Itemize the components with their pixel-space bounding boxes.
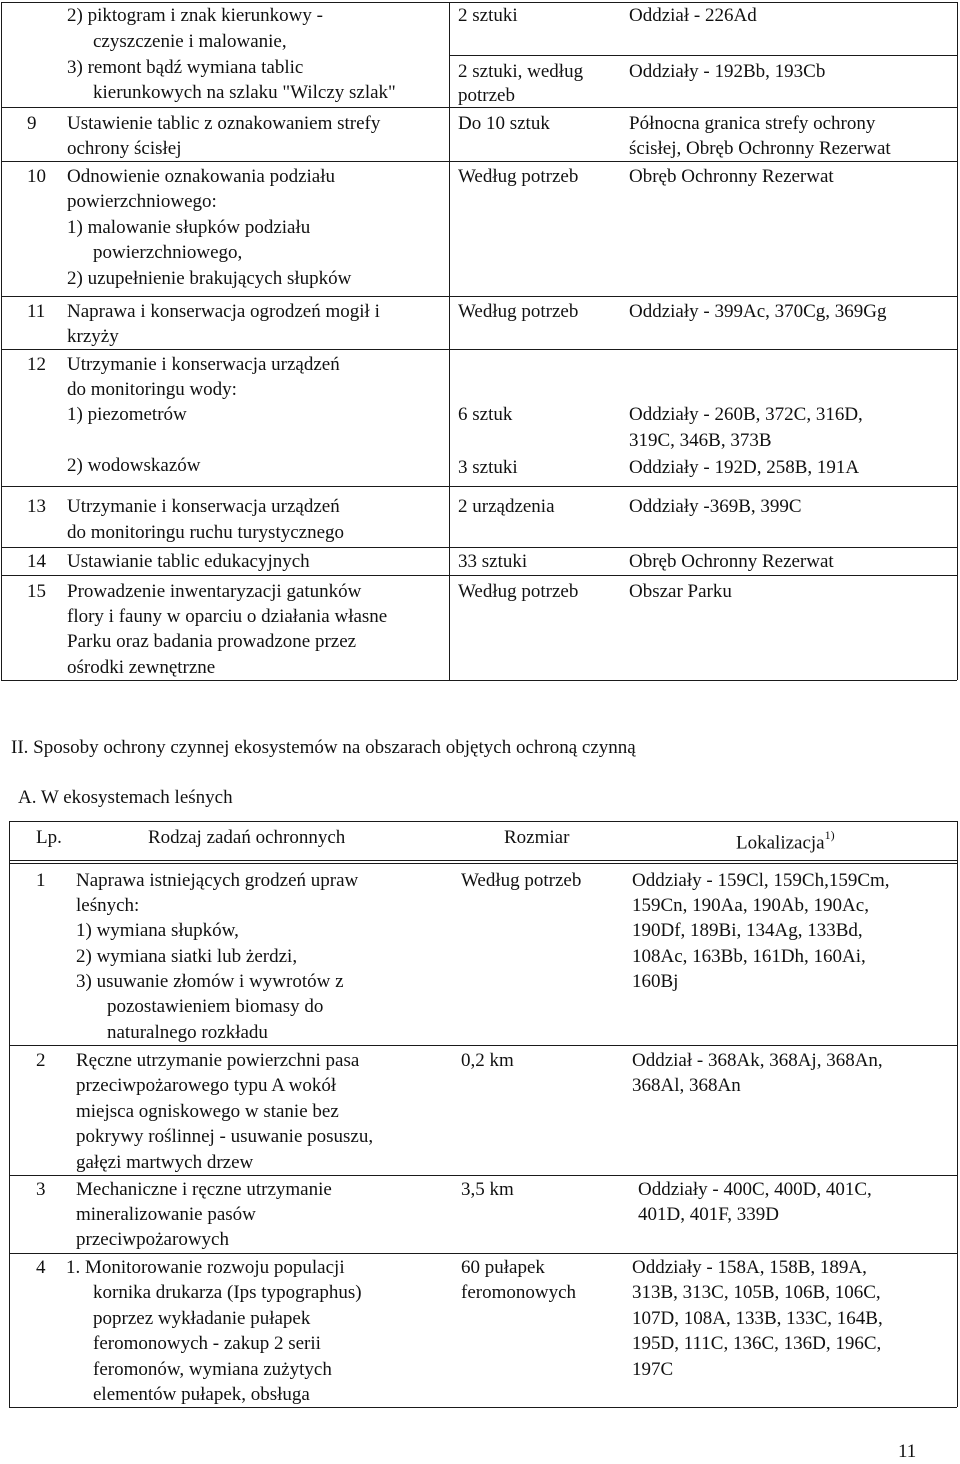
table-cell: 3) usuwanie złomów i wywrotów z	[76, 971, 344, 992]
table-cell: 1. Monitorowanie rozwoju populacji	[66, 1257, 345, 1278]
table-cell: Mechaniczne i ręczne utrzymanie	[76, 1179, 332, 1200]
table-cell: leśnych:	[76, 895, 140, 916]
table-cell: Prowadzenie inwentaryzacji gatunków	[67, 581, 362, 602]
table-cell: miejsca ogniskowego w stanie bez	[76, 1101, 339, 1122]
divider	[957, 2, 958, 680]
table-cell: Oddziały -369B, 399C	[629, 496, 802, 517]
table-cell: 2) wodowskazów	[67, 455, 201, 476]
table-cell: elementów pułapek, obsługa	[93, 1384, 310, 1405]
table-cell: 108Ac, 163Bb, 161Dh, 160Ai,	[632, 946, 866, 967]
table-cell: 3,5 km	[461, 1179, 514, 1200]
table-cell: 401D, 401F, 339D	[638, 1204, 779, 1225]
table-cell: Według potrzeb	[458, 581, 579, 602]
row-number: 4	[36, 1257, 46, 1278]
table-cell: 368Al, 368An	[632, 1075, 741, 1096]
table-cell: pokrywy roślinnej - usuwanie posuszu,	[76, 1126, 374, 1147]
table-cell: feromonowych - zakup 2 serii	[93, 1333, 321, 1354]
table-cell: krzyży	[67, 326, 119, 347]
table-cell: 1) malowanie słupków podziału	[67, 217, 311, 238]
divider	[1, 296, 957, 297]
table-cell: 319C, 346B, 373B	[629, 430, 772, 451]
table-cell: Oddziały - 192D, 258B, 191A	[629, 457, 860, 478]
divider	[9, 821, 957, 822]
row-number: 3	[36, 1179, 46, 1200]
page-number: 11	[898, 1441, 917, 1462]
row-number: 14	[27, 551, 46, 572]
table-cell: 3 sztuki	[458, 457, 518, 478]
table-cell: 2 sztuki	[458, 5, 518, 26]
table-cell: Oddziały - 260B, 372C, 316D,	[629, 404, 863, 425]
divider	[449, 2, 450, 680]
section-heading: II. Sposoby ochrony czynnej ekosystemów na obszarach objętych ochroną czynną	[11, 737, 636, 758]
divider	[1, 349, 957, 350]
column-header-location-label: Lokalizacja	[736, 832, 825, 854]
table-cell: Obręb Ochronny Rezerwat	[629, 166, 834, 187]
table-cell: Oddziały - 159Cl, 159Ch,159Cm,	[632, 870, 890, 891]
table-cell: Według potrzeb	[458, 301, 579, 322]
table-cell: kierunkowych na szlaku "Wilczy szlak"	[93, 82, 396, 103]
table-cell: 0,2 km	[461, 1050, 514, 1071]
table-cell: Oddziały - 400C, 400D, 401C,	[638, 1179, 872, 1200]
table-cell: przeciwpożarowych	[76, 1229, 229, 1250]
table-cell: Utrzymanie i konserwacja urządzeń	[67, 496, 340, 517]
table-cell: Naprawa i konserwacja ogrodzeń mogił i	[67, 301, 380, 322]
table-cell: 6 sztuk	[458, 404, 513, 425]
divider	[9, 1045, 957, 1046]
table-cell: Według potrzeb	[461, 870, 582, 891]
table-cell: 2) piktogram i znak kierunkowy -	[67, 5, 323, 26]
table-cell: Obszar Parku	[629, 581, 732, 602]
table-cell: 160Bj	[632, 971, 679, 992]
column-header-location	[736, 825, 835, 855]
table-cell: 197C	[632, 1359, 674, 1380]
table-cell: poprzez wykładanie pułapek	[93, 1308, 311, 1329]
table-cell: powierzchniowego,	[93, 242, 243, 263]
table-cell: 190Df, 189Bi, 134Ag, 133Bd,	[632, 920, 863, 941]
column-header-lp: Lp.	[36, 827, 62, 848]
row-number: 15	[27, 581, 46, 602]
table-cell: 313B, 313C, 105B, 106B, 106C,	[632, 1282, 881, 1303]
table-cell: mineralizowanie pasów	[76, 1204, 256, 1225]
table-cell: 159Cn, 190Aa, 190Ab, 190Ac,	[632, 895, 869, 916]
table-cell: powierzchniowego:	[67, 191, 217, 212]
table-cell: 33 sztuki	[458, 551, 528, 572]
table-cell: ochrony ścisłej	[67, 138, 182, 159]
table-cell: potrzeb	[458, 85, 515, 106]
table-cell: 2) uzupełnienie brakujących słupków	[67, 268, 352, 289]
table-cell: Odnowienie oznakowania podziału	[67, 166, 336, 187]
table-cell: Według potrzeb	[458, 166, 579, 187]
divider	[9, 863, 957, 864]
subsection-heading: A. W ekosystemach leśnych	[18, 787, 233, 808]
divider	[1, 680, 957, 681]
column-header-size: Rozmiar	[504, 827, 570, 848]
table-cell: 195D, 111C, 136C, 136D, 196C,	[632, 1333, 882, 1354]
table-cell: 1) piezometrów	[67, 404, 187, 425]
table-cell: Oddział - 368Ak, 368Aj, 368An,	[632, 1050, 883, 1071]
table-cell: pozostawieniem biomasy do	[107, 996, 324, 1017]
row-number: 13	[27, 496, 46, 517]
table-cell: Parku oraz badania prowadzone przez	[67, 631, 357, 652]
table-cell: ośrodki zewnętrzne	[67, 657, 216, 678]
table-cell: przeciwpożarowego typu A wokół	[76, 1075, 337, 1096]
table-cell: 2 sztuki, według	[458, 61, 584, 82]
divider	[1, 486, 957, 487]
table-cell: Obręb Ochronny Rezerwat	[629, 551, 834, 572]
table-cell: flory i fauny w oparciu o działania własne	[67, 606, 388, 627]
table-cell: feromonowych	[461, 1282, 577, 1303]
table-cell: 60 pułapek	[461, 1257, 545, 1278]
table-cell: 107D, 108A, 133B, 133C, 164B,	[632, 1308, 883, 1329]
divider	[1, 2, 2, 680]
table-cell: Oddział - 226Ad	[629, 5, 757, 26]
divider	[9, 860, 957, 861]
divider	[1, 575, 957, 576]
row-number: 2	[36, 1050, 46, 1071]
table-cell: kornika drukarza (Ips typographus)	[93, 1282, 362, 1303]
divider	[449, 55, 957, 56]
table-cell: Utrzymanie i konserwacja urządzeń	[67, 354, 340, 375]
row-number: 10	[27, 166, 46, 187]
table-cell: do monitoringu wody:	[67, 379, 237, 400]
table-cell: 2 urządzenia	[458, 496, 555, 517]
table-cell: Ręczne utrzymanie powierzchni pasa	[76, 1050, 360, 1071]
table-cell: Ustawianie tablic edukacyjnych	[67, 551, 310, 572]
divider	[9, 1253, 957, 1254]
table-cell: Północna granica strefy ochrony	[629, 113, 876, 134]
table-cell: czyszczenie i malowanie,	[93, 31, 287, 52]
table-cell: Naprawa istniejących grodzeń upraw	[76, 870, 359, 891]
row-number: 9	[27, 113, 37, 134]
table-cell: Do 10 sztuk	[458, 113, 550, 134]
table-cell: naturalnego rozkładu	[107, 1022, 268, 1043]
divider	[957, 821, 958, 1407]
table-cell: ścisłej, Obręb Ochronny Rezerwat	[629, 138, 891, 159]
divider	[1, 547, 957, 548]
row-number: 12	[27, 354, 46, 375]
table-cell: 2) wymiana siatki lub żerdzi,	[76, 946, 298, 967]
table-cell: Oddziały - 192Bb, 193Cb	[629, 61, 826, 82]
divider	[9, 1175, 957, 1176]
table-cell: Ustawienie tablic z oznakowaniem strefy	[67, 113, 381, 134]
table-cell: 3) remont bądź wymiana tablic	[67, 57, 304, 78]
divider	[9, 1407, 957, 1408]
row-number: 1	[36, 870, 46, 891]
table-cell: Oddziały - 399Ac, 370Cg, 369Gg	[629, 301, 887, 322]
table-cell: 1) wymiana słupków,	[76, 920, 239, 941]
column-header-task: Rodzaj zadań ochronnych	[148, 827, 346, 848]
divider	[1, 161, 957, 162]
table-cell: do monitoringu ruchu turystycznego	[67, 522, 345, 543]
table-cell: feromonów, wymiana zużytych	[93, 1359, 332, 1380]
table-cell: Oddziały - 158A, 158B, 189A,	[632, 1257, 867, 1278]
row-number: 11	[27, 301, 46, 322]
table-cell: gałęzi martwych drzew	[76, 1152, 254, 1173]
divider	[9, 821, 10, 1407]
footnote-marker: 1)	[824, 828, 835, 842]
